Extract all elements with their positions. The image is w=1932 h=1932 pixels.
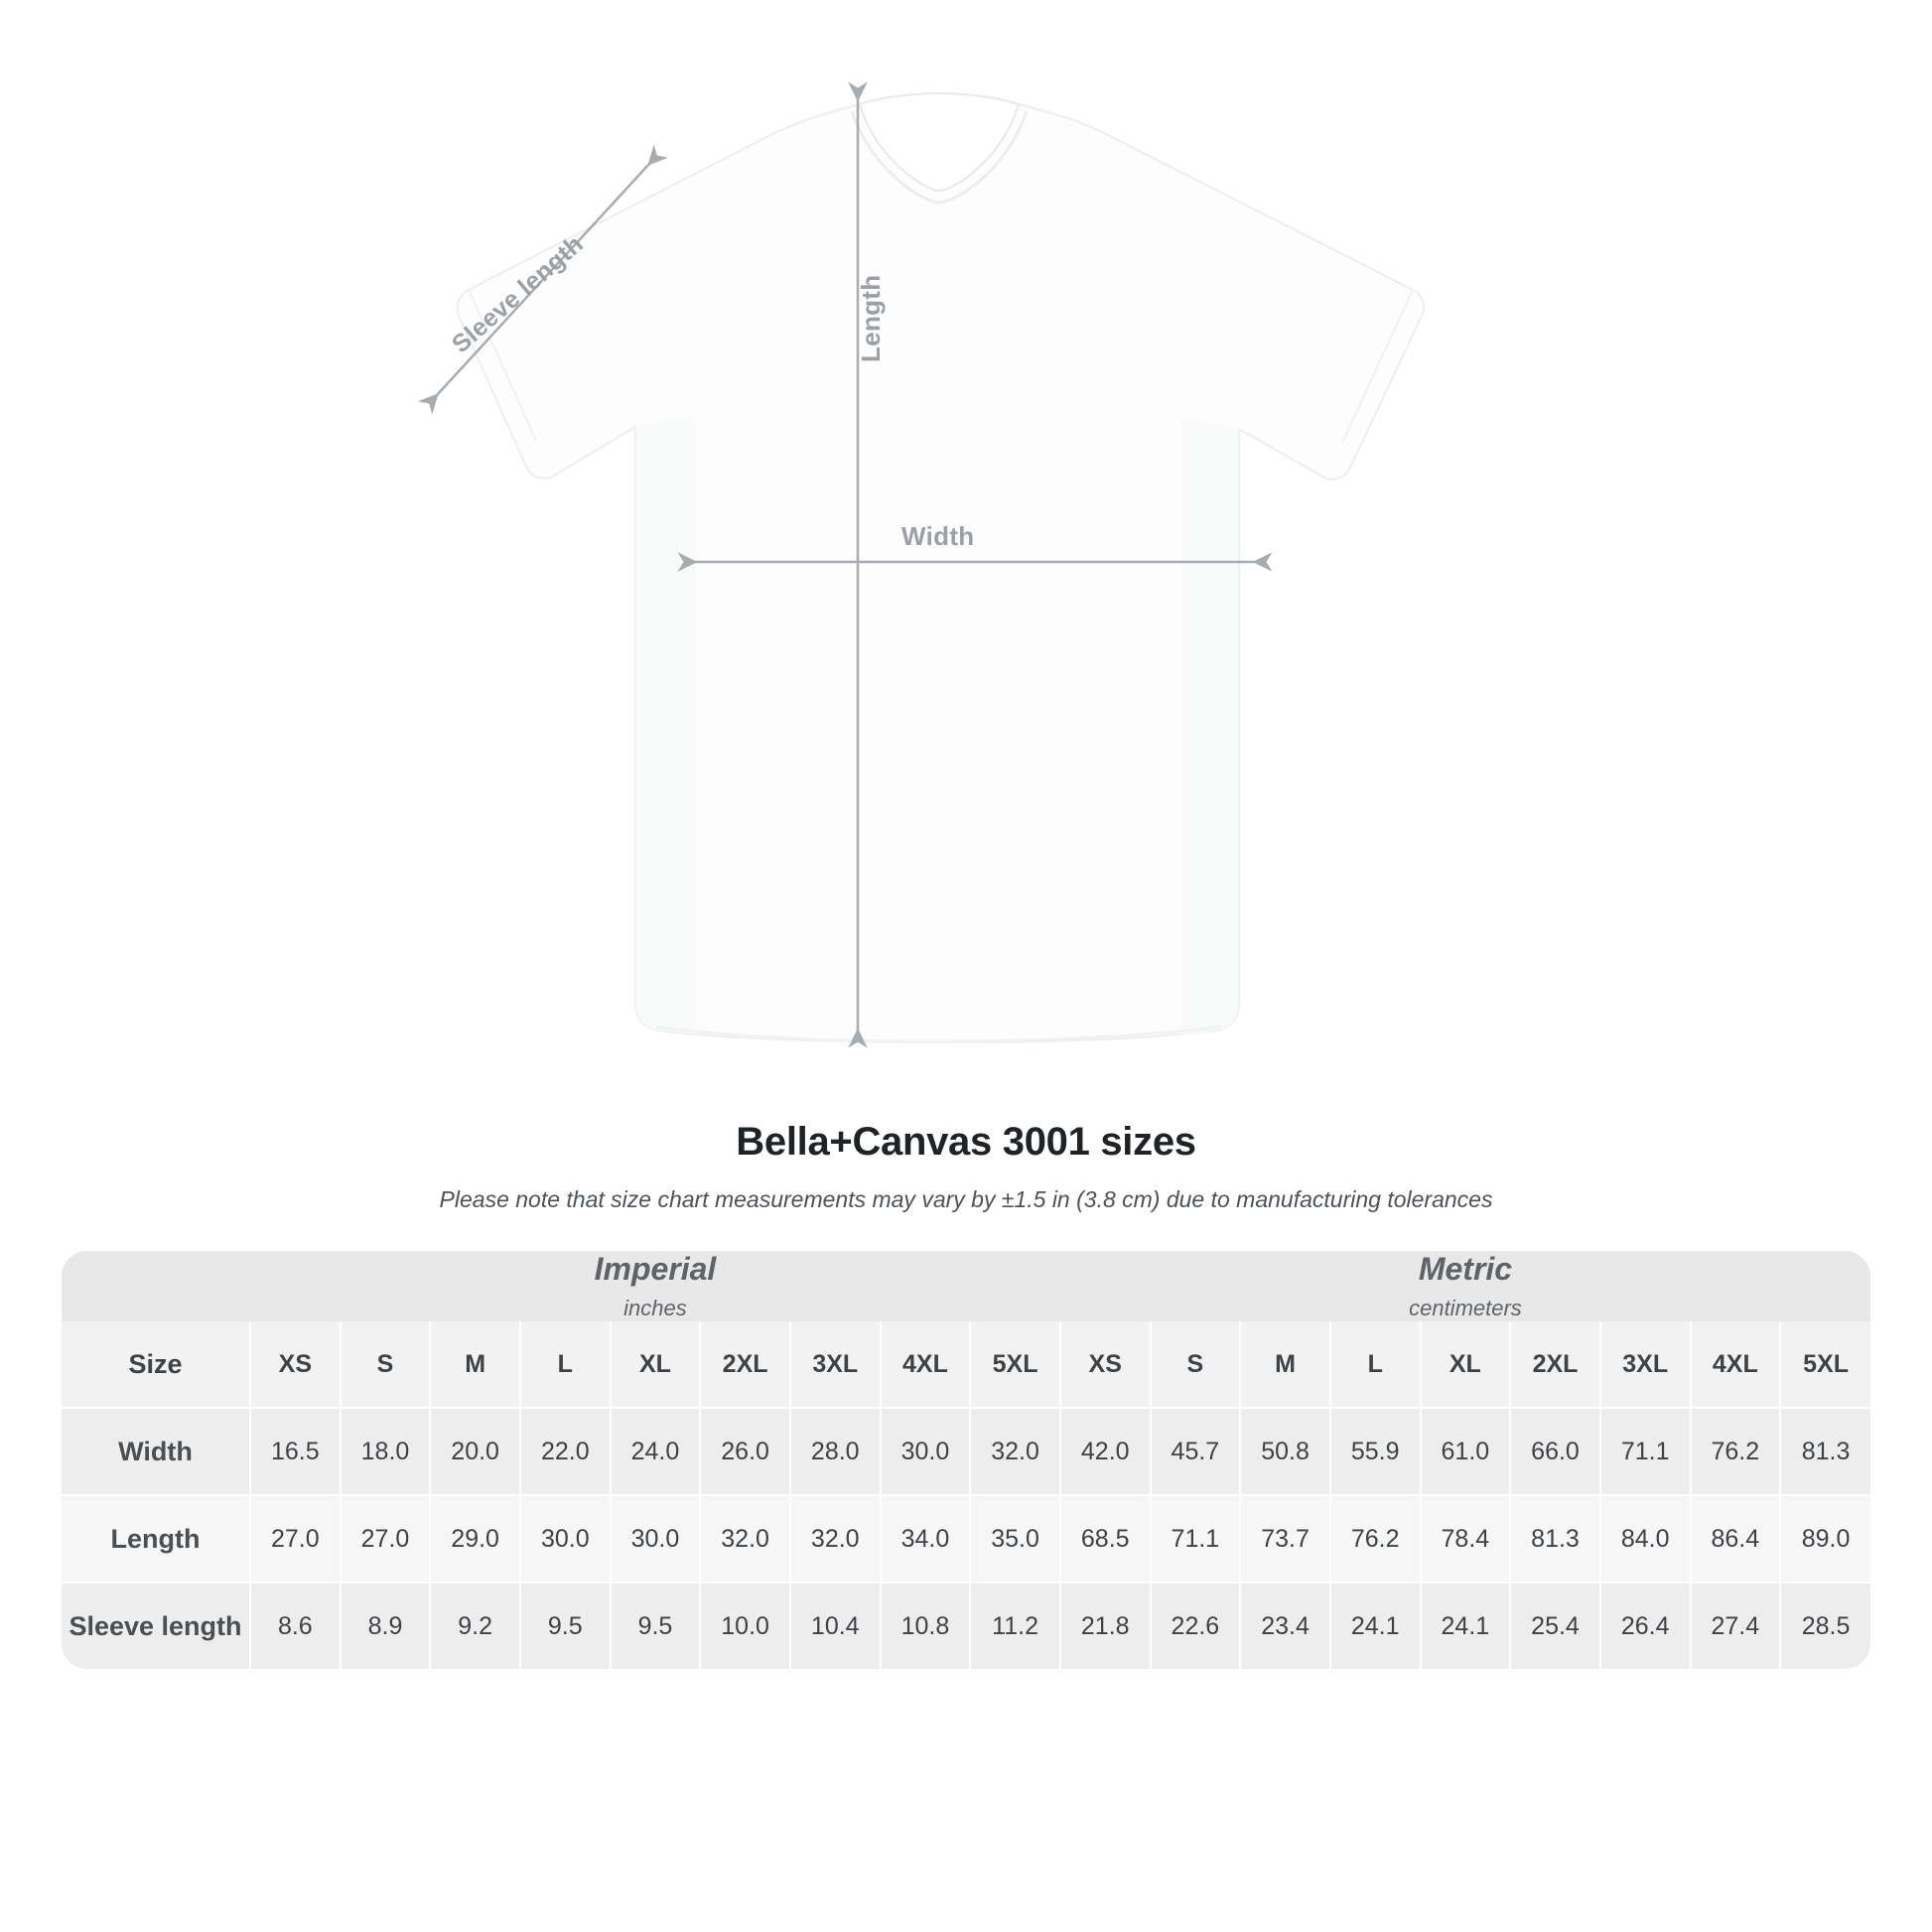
cell-length-metric-s: 71.1 [1151,1495,1241,1583]
cell-length-imperial-m: 29.0 [430,1495,520,1583]
sleeve-length-label: Sleeve length [447,229,589,359]
header-imperial-5xl: 5XL [970,1321,1060,1408]
cell-sleeve-imperial-4xl: 10.8 [881,1583,971,1669]
cell-width-imperial-4xl: 30.0 [881,1408,971,1495]
width-label: Width [901,521,975,551]
cell-sleeve-metric-m: 23.4 [1240,1583,1330,1669]
size-table-wrapper [62,1251,1870,1669]
unit-group-row [62,1251,1870,1321]
cell-length-imperial-2xl: 32.0 [700,1495,790,1583]
cell-sleeve-imperial-5xl: 11.2 [970,1583,1060,1669]
cell-width-imperial-5xl: 32.0 [970,1408,1060,1495]
cell-length-metric-xl: 78.4 [1421,1495,1511,1583]
header-imperial-l: L [520,1321,611,1408]
cell-width-imperial-s: 18.0 [341,1408,431,1495]
cell-length-metric-l: 76.2 [1330,1495,1421,1583]
cell-sleeve-metric-xs: 21.8 [1060,1583,1151,1669]
table-row [62,1495,1870,1583]
cell-length-imperial-l: 30.0 [520,1495,611,1583]
row-label-sleeve-length: Sleeve length [62,1583,250,1669]
cell-sleeve-imperial-3xl: 10.4 [790,1583,881,1669]
cell-width-metric-5xl: 81.3 [1780,1408,1870,1495]
cell-sleeve-metric-s: 22.6 [1151,1583,1241,1669]
header-metric-l: L [1330,1321,1421,1408]
header-imperial-xs: XS [250,1321,341,1408]
cell-width-imperial-l: 22.0 [520,1408,611,1495]
table-header-row [62,1321,1870,1408]
cell-length-metric-2xl: 81.3 [1510,1495,1600,1583]
cell-sleeve-metric-3xl: 26.4 [1600,1583,1691,1669]
cell-length-metric-5xl: 89.0 [1780,1495,1870,1583]
cell-sleeve-metric-l: 24.1 [1330,1583,1421,1669]
unit-imperial-sub: inches [623,1296,687,1320]
header-imperial-2xl: 2XL [700,1321,790,1408]
cell-length-imperial-4xl: 34.0 [881,1495,971,1583]
cell-length-imperial-s: 27.0 [341,1495,431,1583]
header-imperial-4xl: 4XL [881,1321,971,1408]
cell-width-metric-3xl: 71.1 [1600,1408,1691,1495]
cell-sleeve-imperial-s: 8.9 [341,1583,431,1669]
header-imperial-s: S [341,1321,431,1408]
cell-width-metric-2xl: 66.0 [1510,1408,1600,1495]
header-metric-xs: XS [1060,1321,1151,1408]
cell-length-imperial-xs: 27.0 [250,1495,341,1583]
cell-width-metric-l: 55.9 [1330,1408,1421,1495]
cell-width-metric-m: 50.8 [1240,1408,1330,1495]
cell-sleeve-imperial-xs: 8.6 [250,1583,341,1669]
cell-width-metric-xl: 61.0 [1421,1408,1511,1495]
page-title: Bella+Canvas 3001 sizes [736,1120,1196,1164]
length-label: Length [856,274,886,362]
header-imperial-3xl: 3XL [790,1321,881,1408]
header-imperial-xl: XL [611,1321,701,1408]
cell-length-metric-m: 73.7 [1240,1495,1330,1583]
header-metric-3xl: 3XL [1600,1321,1691,1408]
cell-sleeve-imperial-xl: 9.5 [611,1583,701,1669]
tolerance-note: Please note that size chart measurements may vary by ±1.5 in (3.8 cm) due to manufacturing tolerances [439,1186,1493,1212]
header-metric-xl: XL [1421,1321,1511,1408]
cell-sleeve-imperial-m: 9.2 [430,1583,520,1669]
cell-width-imperial-xl: 24.0 [611,1408,701,1495]
header-size: Size [62,1321,250,1408]
cell-sleeve-imperial-l: 9.5 [520,1583,611,1669]
unit-metric-name: Metric [1418,1251,1513,1287]
cell-width-metric-s: 45.7 [1151,1408,1241,1495]
cell-width-metric-4xl: 76.2 [1691,1408,1781,1495]
header-metric-5xl: 5XL [1780,1321,1870,1408]
cell-sleeve-metric-5xl: 28.5 [1780,1583,1870,1669]
cell-sleeve-metric-xl: 24.1 [1421,1583,1511,1669]
shirt-shape [457,93,1424,1042]
header-metric-4xl: 4XL [1691,1321,1781,1408]
unit-group-metric [1060,1251,1870,1321]
size-table [62,1251,1870,1669]
unit-imperial-name: Imperial [594,1251,717,1287]
cell-width-imperial-m: 20.0 [430,1408,520,1495]
header-imperial-m: M [430,1321,520,1408]
unit-spacer-cell [62,1251,250,1321]
cell-width-imperial-2xl: 26.0 [700,1408,790,1495]
cell-sleeve-imperial-2xl: 10.0 [700,1583,790,1669]
table-row [62,1408,1870,1495]
cell-length-metric-xs: 68.5 [1060,1495,1151,1583]
row-label-length: Length [62,1495,250,1583]
title-block [0,1120,1932,1213]
cell-width-imperial-3xl: 28.0 [790,1408,881,1495]
cell-sleeve-metric-2xl: 25.4 [1510,1583,1600,1669]
cell-length-metric-4xl: 86.4 [1691,1495,1781,1583]
cell-width-imperial-xs: 16.5 [250,1408,341,1495]
header-metric-m: M [1240,1321,1330,1408]
row-label-width: Width [62,1408,250,1495]
header-metric-s: S [1151,1321,1241,1408]
cell-sleeve-metric-4xl: 27.4 [1691,1583,1781,1669]
cell-length-imperial-xl: 30.0 [611,1495,701,1583]
cell-length-metric-3xl: 84.0 [1600,1495,1691,1583]
header-metric-2xl: 2XL [1510,1321,1600,1408]
unit-metric-sub: centimeters [1409,1296,1522,1320]
cell-length-imperial-3xl: 32.0 [790,1495,881,1583]
unit-group-imperial [250,1251,1060,1321]
cell-width-metric-xs: 42.0 [1060,1408,1151,1495]
cell-length-imperial-5xl: 35.0 [970,1495,1060,1583]
table-row [62,1583,1870,1669]
